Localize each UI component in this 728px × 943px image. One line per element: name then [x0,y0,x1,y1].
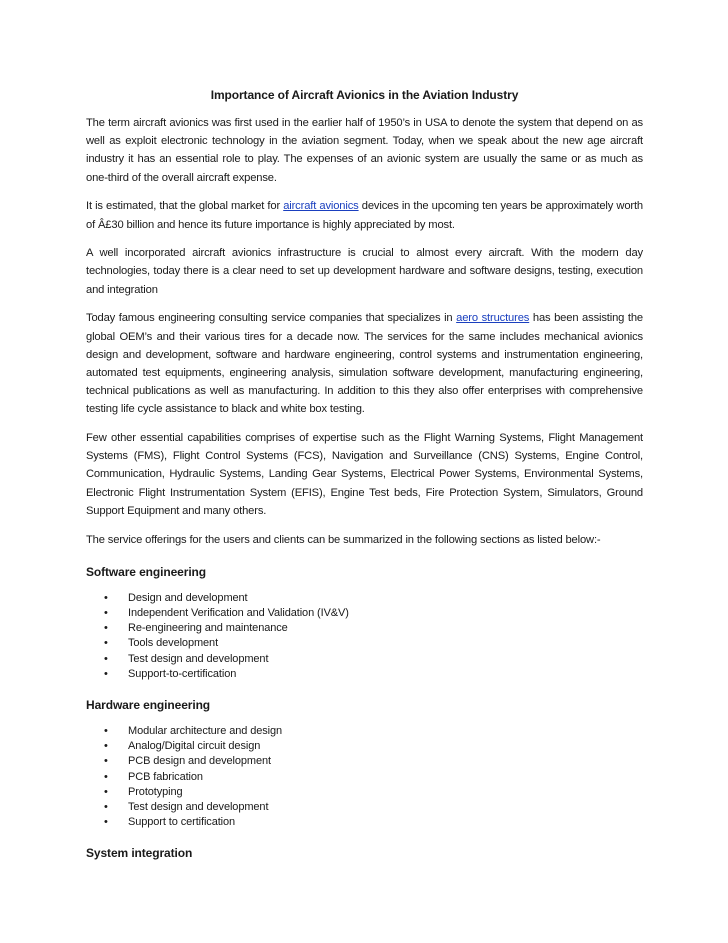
paragraph-capabilities: Few other essential capabilities comprises of expertise such as the Flight Warning Systems, Flight Management Systems (FMS), Flight Control Systems (FCS), Navigation and Surveillance (CNS) Systems, Engine Control, Communication, Hydraulic Systems, Landing Gear Systems, Electrical Power Systems, Environmental Systems, Electronic Flight Instrumentation System (EFIS), Engine Test beds, Fire Protection System, Simulators, Ground Support Equipment and many others. [86,432,643,517]
bullet-icon: • [104,652,108,665]
list-item [104,800,643,815]
list-item [104,754,643,769]
bullet-icon: • [104,637,108,650]
list-item-text: Tools development [128,637,219,650]
list-item [104,815,643,830]
hardware-engineering-heading: Hardware engineering [86,697,211,712]
paragraph-consulting-text-after: has been assisting the global OEM’s and their various tires for a decade now. The services for the same includes mechanical avionics design and development, software and hardware engineering, control systems and instrumentation engineering, automated test equipments, engineering analysis, simulation software development, manufacturing engineering, technical publications as well as manufacturing. In addition to this they also offer enterprises with comprehensive testing life cycle assistance to black and white box testing. [86,312,643,416]
paragraph-market-text-after: devices in the upcoming ten years be approximately worth of Â£30 billion and hence its future importance is highly appreciated by most. [86,200,643,231]
bullet-icon: • [104,606,108,619]
document-title: Importance of Aircraft Avionics in the Aviation Industry [210,88,519,102]
list-item-text: Analog/Digital circuit design [128,740,261,753]
paragraph-infrastructure: A well incorporated aircraft avionics infrastructure is crucial to almost every aircraft. With the modern day technologies, today there is a clear need to set up development hardware and software designs, testing, execution and integration [86,247,643,296]
list-item-text: Support-to-certification [128,667,237,680]
list-item-text: Test design and development [128,652,269,665]
list-item-text: Prototyping [128,785,183,798]
hardware-engineering-list [86,724,643,830]
software-engineering-heading: Software engineering [86,564,207,579]
list-item [104,652,643,667]
aero-structures-link[interactable]: aero structures [456,312,530,325]
list-item [104,606,643,621]
paragraph-consulting [86,309,643,418]
bullet-icon: • [104,667,108,680]
document-page [86,86,643,872]
list-item [104,667,643,682]
bullet-icon: • [104,816,108,829]
list-item [104,724,643,739]
list-item [104,636,643,651]
bullet-icon: • [104,770,108,783]
paragraph-service-offerings: The service offerings for the users and clients can be summarized in the following sections as listed below:- [86,533,601,546]
paragraph-intro: The term aircraft avionics was first used in the earlier half of 1950’s in USA to denote the system that depend on as well as exploit electronic technology in the aviation segment. Today, when we speak about the new age aircraft industry it has an essential role to play. The expenses of an avionic system are usually the same or as much as one-third of the overall aircraft expense. [86,117,643,184]
bullet-icon: • [104,591,108,604]
list-item [104,785,643,800]
bullet-icon: • [104,724,108,737]
list-item-text: Re-engineering and maintenance [128,622,288,635]
list-item-text: Support to certification [128,816,236,829]
list-item [104,739,643,754]
paragraph-market-text-before: It is estimated, that the global market for [86,200,284,213]
list-item-text: Modular architecture and design [128,724,283,737]
paragraph-market [86,197,643,233]
paragraph-consulting-text-before: Today famous engineering consulting service companies that specializes in [86,312,457,325]
system-integration-heading: System integration [86,846,193,861]
list-item-text: Independent Verification and Validation (IV&V) [128,606,349,619]
list-item [104,770,643,785]
list-item [104,591,643,606]
software-engineering-list [86,591,643,682]
bullet-icon: • [104,785,108,798]
bullet-icon: • [104,740,108,753]
aircraft-avionics-link[interactable]: aircraft avionics [283,200,359,213]
list-item-text: Test design and development [128,801,269,813]
bullet-icon: • [104,755,108,768]
list-item [104,621,643,636]
list-item-text: Design and development [128,591,248,604]
bullet-icon: • [104,622,108,635]
bullet-icon: • [104,801,108,813]
list-item-text: PCB fabrication [128,770,203,783]
list-item-text: PCB design and development [128,755,271,768]
